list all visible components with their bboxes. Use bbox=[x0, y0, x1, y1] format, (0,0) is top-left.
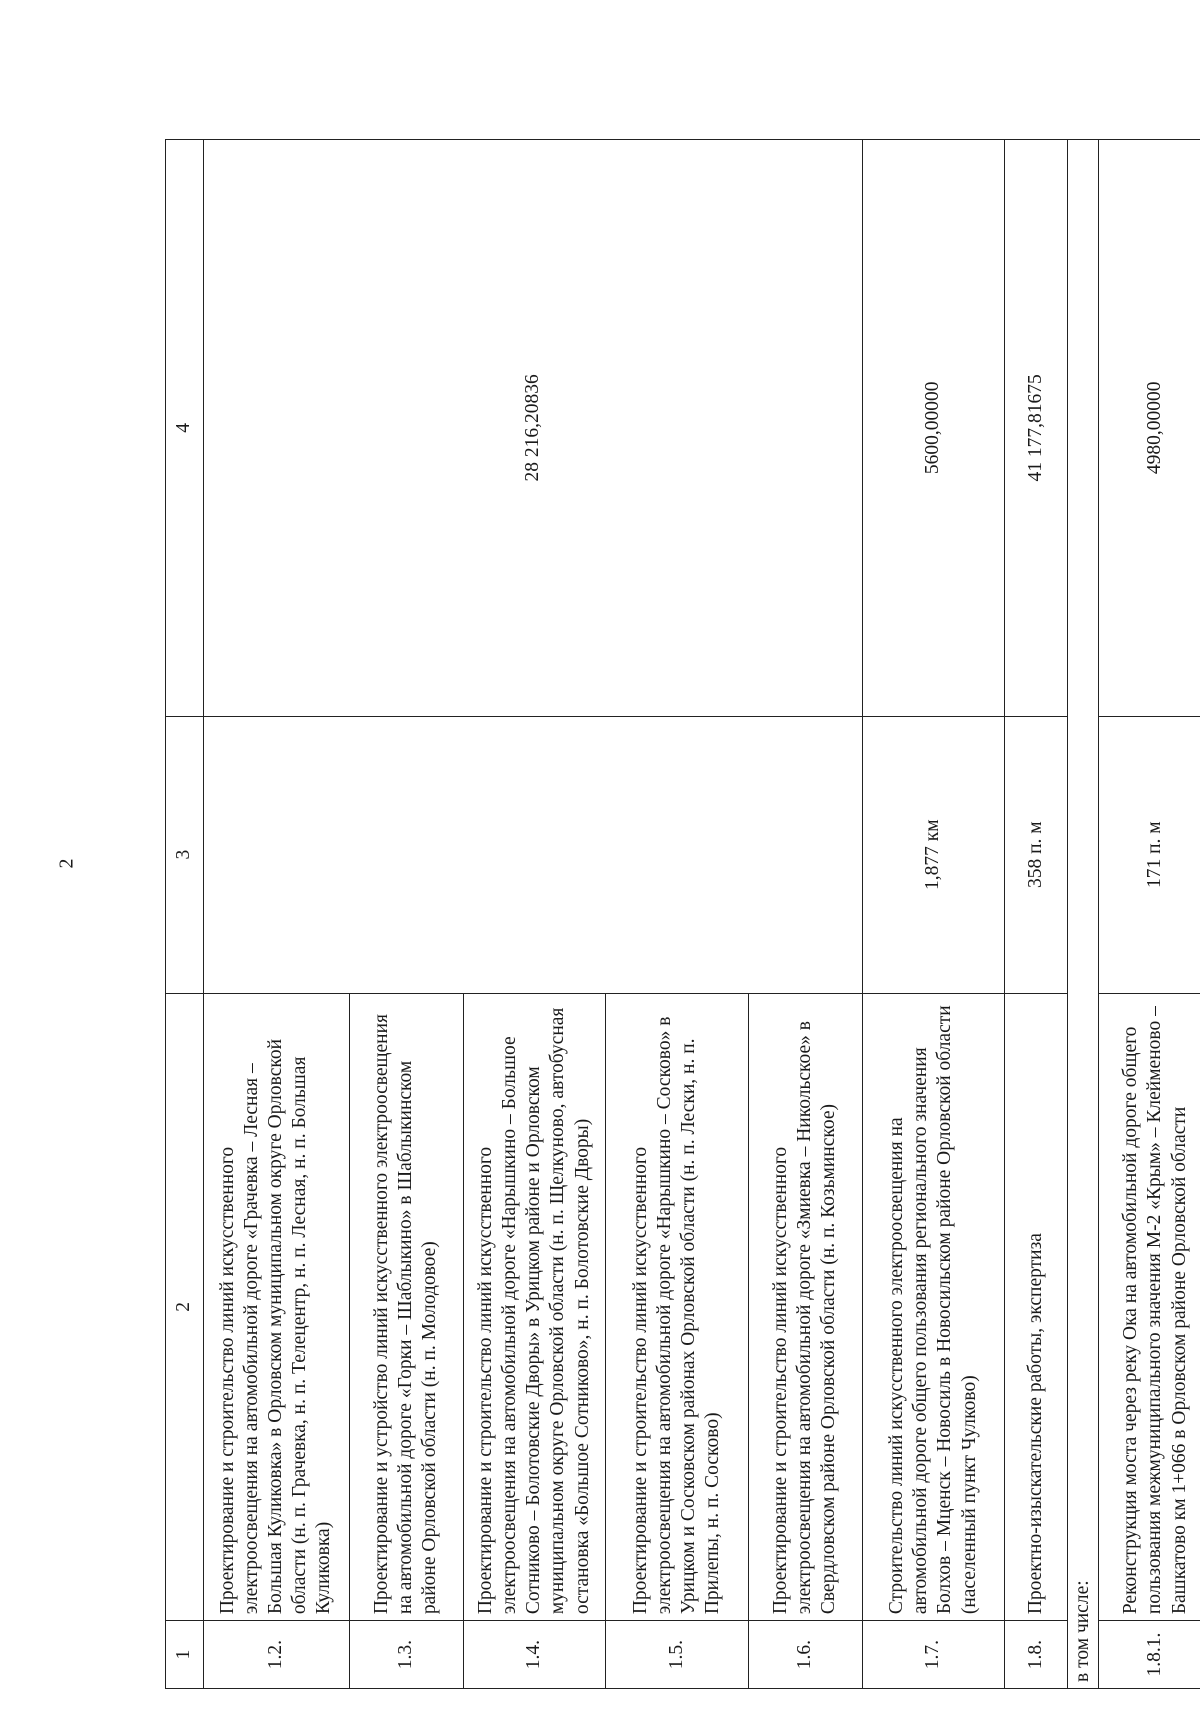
row-quantity: 171 п. м bbox=[1098, 716, 1200, 993]
page-number: 2 bbox=[55, 858, 78, 869]
row-number: 1.4. bbox=[463, 1621, 606, 1689]
table-row bbox=[1005, 140, 1068, 1689]
row-description: Реконструкция моста через реку Ока на автомобильной дороге общего пользования межмуниципального значения М-2 «Крым» – Клейменово – Башкатово км 1+066 в Орловском районе Орловской области bbox=[1098, 993, 1200, 1621]
cost-table bbox=[165, 139, 1200, 1689]
table-header-row bbox=[166, 140, 204, 1689]
header-col-2: 2 bbox=[166, 993, 204, 1621]
row-number: 1.3. bbox=[349, 1621, 463, 1689]
table-subtitle-row bbox=[1067, 140, 1098, 1689]
row-description: Строительство линий искусственного электроосвещения на автомобильной дороге общего пользования регионального значения Болхов – Мценск – Новосиль в Новосильском районе Орловской области (населенный пункт Чулково) bbox=[862, 993, 1005, 1621]
row-description: Проектно-изыскательские работы, экспертиза bbox=[1005, 993, 1068, 1621]
row-description: Проектирование и строительство линий искусственного электроосвещения на автомобильной дороге «Змиевка – Никольское» в Свердловском районе Орловской области (н. п. Козьминское) bbox=[748, 993, 862, 1621]
header-col-4: 4 bbox=[166, 140, 204, 717]
row-number: 1.5. bbox=[606, 1621, 749, 1689]
row-quantity: 358 п. м bbox=[1005, 716, 1068, 993]
table-row bbox=[1098, 140, 1200, 1689]
row-description: Проектирование и строительство линий искусственного электроосвещения на автомобильной дороге «Грачевка – Лесная – Большая Куликовка» в Орловском муниципальном округе Орловской области (н. п. Грачевка, н. п. Телецентр, н. п. Лесная, н. п. Большая Куликовка) bbox=[203, 993, 349, 1621]
row-description: Проектирование и строительство линий искусственного электроосвещения на автомобильной дороге «Нарышкино – Большое Сотниково – Болотовские Дворы» в Урицком районе и Орловском муниципальном округе Орловской области (н. п. Щелкуново, автобусная остановка «Большое Сотниково», н. п. Болотовские Дворы) bbox=[463, 993, 606, 1621]
header-col-3: 3 bbox=[166, 716, 204, 993]
row-description: Проектирование и строительство линий искусственного электроосвещения на автомобильной дороге «Нарышкино – Сосково» в Урицком и Сосковском районах Орловской области (н. п. Лески, н. п. Прилепы, н. п. Сосково) bbox=[606, 993, 749, 1621]
row-value: 41 177,81675 bbox=[1005, 140, 1068, 717]
row-quantity: 1,877 км bbox=[862, 716, 1005, 993]
subtitle-in-total: в том числе: bbox=[1067, 140, 1098, 1689]
rotated-table-inner bbox=[165, 139, 1200, 1689]
row-number: 1.8.1. bbox=[1098, 1621, 1200, 1689]
row-number: 1.7. bbox=[862, 1621, 1005, 1689]
row-value: 4980,00000 bbox=[1098, 140, 1200, 717]
row-number: 1.2. bbox=[203, 1621, 349, 1689]
table-row bbox=[862, 140, 1005, 1689]
table-row bbox=[203, 140, 349, 1689]
row-value: 5600,00000 bbox=[862, 140, 1005, 717]
header-col-1: 1 bbox=[166, 1621, 204, 1689]
row-description: Проектирование и устройство линий искусственного электроосвещения на автомобильной дороге «Горки – Шаблыкино» в Шаблыкинском районе Орловской области (н. п. Молодовое) bbox=[349, 993, 463, 1621]
rotated-table-wrapper bbox=[165, 139, 1200, 1689]
row-quantity-merged bbox=[203, 716, 862, 993]
row-number: 1.6. bbox=[748, 1621, 862, 1689]
row-number: 1.8. bbox=[1005, 1621, 1068, 1689]
row-value-merged: 28 216,20836 bbox=[203, 140, 862, 717]
